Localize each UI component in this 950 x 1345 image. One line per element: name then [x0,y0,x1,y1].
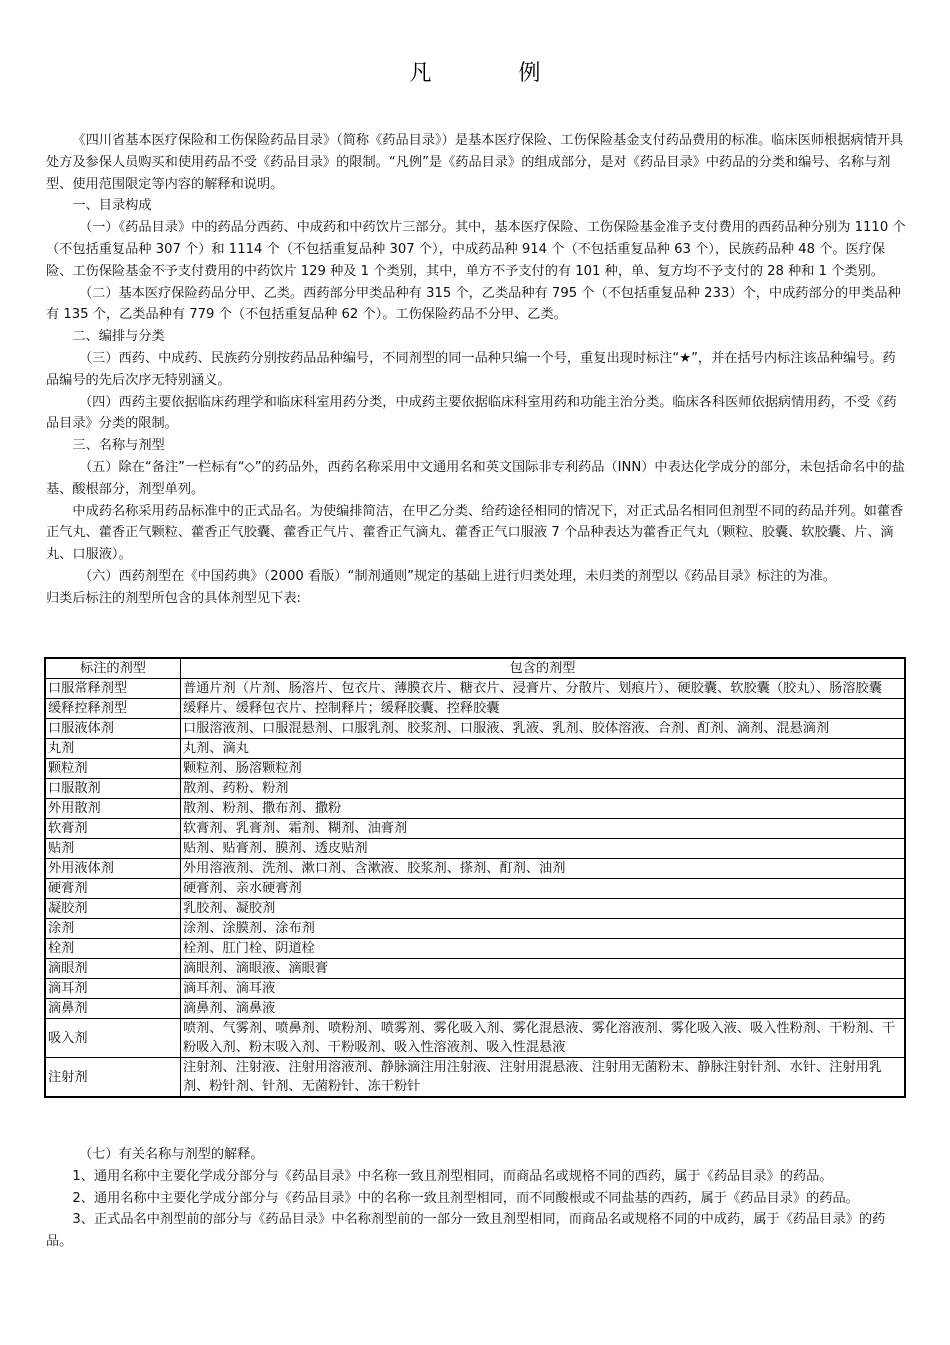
paragraph-3: （三）西药、中成药、民族药分别按药品品种编号，不同剂型的同一品种只编一个号，重复出现时标注“★”，并在括号内标注该品种编号。药品编号的先后次序无特别涵义。 [46,350,896,388]
table-row [45,719,905,739]
included-forms-cell: 缓释片、缓释包衣片、控制释片；缓释胶囊、控释胶囊 [181,699,906,719]
labeled-form-cell: 滴鼻剂 [45,999,181,1019]
labeled-form-cell: 软膏剂 [45,819,181,839]
table-row [45,839,905,859]
labeled-form-cell: 吸入剂 [45,1019,181,1058]
included-forms-cell: 外用溶液剂、洗剂、漱口剂、含漱液、胶浆剂、搽剂、酊剂、油剂 [181,859,906,879]
section-heading-1: 一、目录构成 [72,198,152,214]
explanation-3: 3、正式品名中剂型前的部分与《药品目录》中名称剂型前的一部分一致且剂型相同，而商品名或规格不同的中成药，属于《药品目录》的药品。 [46,1212,886,1250]
paragraph-6: 中成药名称采用药品标准中的正式品名。为使编排简洁，在甲乙分类、给药途径相同的情况下，对正式品名相同但剂型不同的药品并列。如藿香正气丸、藿香正气颗粒、藿香正气胶囊、藿香正气片、藿香正气滴丸、藿香正气口服液 7 个品种表达为藿香正气丸（颗粒、胶囊、软胶囊、片、滴丸、口服液）。 [46,503,904,563]
labeled-form-cell: 口服散剂 [45,779,181,799]
table-row [45,1019,905,1058]
paragraph-7: （六）西药剂型在《中国药典》（2000 看版）“制剂通则”规定的基础上进行归类处理，未归类的剂型以《药品目录》标注的为准。 [79,568,836,584]
dosage-form-table [44,657,906,1098]
table-row [45,1058,905,1098]
table-row [45,919,905,939]
table-row [45,759,905,779]
table-row [45,859,905,879]
table-row [45,899,905,919]
labeled-form-cell: 滴耳剂 [45,979,181,999]
included-forms-cell: 软膏剂、乳膏剂、霜剂、糊剂、油膏剂 [181,819,906,839]
table-row [45,679,905,699]
table-row [45,999,905,1019]
labeled-form-cell: 口服常释剂型 [45,679,181,699]
explanation-1: 1、通用名称中主要化学成分部分与《药品目录》中名称一致且剂型相同，而商品名或规格不同的西药，属于《药品目录》的药品。 [72,1168,833,1184]
labeled-form-cell: 颗粒剂 [45,759,181,779]
labeled-form-cell: 缓释控释剂型 [45,699,181,719]
paragraph-1: （一）《药品目录》中的药品分西药、中成药和中药饮片三部分。其中，基本医疗保险、工伤保险基金准予支付费用的西药品种分别为 1110 个（不包括重复品种 307 个）和 1114 个（不包括重复品种 307 个），中成药品种 914 个（不包括重复品种 63 个），民族药品种 48 个。医疗保险、工伤保险基金不予支付费用的中药饮片 129 种及 1 个类别，其中，单方不予支付的有 101 种，单、复方均不予支付的 28 种和 1 个类别。 [46,220,906,279]
paragraph-4: （四）西药主要依据临床药理学和临床科室用药分类，中成药主要依据临床科室用药和功能主治分类。临床各科医师依据病情用药，不受《药品目录》分类的限制。 [46,394,897,432]
table-row [45,739,905,759]
labeled-form-cell: 硬膏剂 [45,879,181,899]
header-included-forms: 包含的剂型 [181,658,906,679]
explanation-2: 2、通用名称中主要化学成分部分与《药品目录》中的名称一致且剂型相同，而不同酸根或不同盐基的西药，属于《药品目录》的药品。 [72,1190,859,1206]
included-forms-cell: 注射剂、注射液、注射用溶液剂、静脉滴注用注射液、注射用混悬液、注射用无菌粉末、静脉注射针剂、水针、注射用乳剂、粉针剂、针剂、无菌粉针、冻干粉针 [181,1058,906,1098]
included-forms-cell: 丸剂、滴丸 [181,739,906,759]
labeled-form-cell: 凝胶剂 [45,899,181,919]
header-labeled-form: 标注的剂型 [45,658,181,679]
table-row [45,959,905,979]
table-header-row [45,658,905,679]
table-body [45,679,905,1098]
table-row [45,939,905,959]
section-heading-2: 二、编排与分类 [72,329,165,345]
intro-body [46,130,906,610]
included-forms-cell: 散剂、粉剂、撒布剂、撒粉 [181,799,906,819]
included-forms-cell: 滴鼻剂、滴鼻液 [181,999,906,1019]
included-forms-cell: 滴眼剂、滴眼液、滴眼膏 [181,959,906,979]
table-row [45,799,905,819]
labeled-form-cell: 栓剂 [45,939,181,959]
labeled-form-cell: 外用液体剂 [45,859,181,879]
included-forms-cell: 乳胶剂、凝胶剂 [181,899,906,919]
table-row [45,819,905,839]
paragraph-2: （二）基本医疗保险药品分甲、乙类。西药部分甲类品种有 315 个，乙类品种有 795 个（不包括重复品种 233）个，中成药部分的甲类品种有 135 个，乙类品种有 779 个（不包括重复品种 62 个）。工伤保险药品不分甲、乙类。 [46,285,901,323]
table-row [45,879,905,899]
included-forms-cell: 贴剂、贴膏剂、膜剂、透皮贴剂 [181,839,906,859]
included-forms-cell: 散剂、药粉、粉剂 [181,779,906,799]
paragraph-intro: 《四川省基本医疗保险和工伤保险药品目录》（简称《药品目录》）是基本医疗保险、工伤保险基金支付药品费用的标准。临床医师根据病情开具处方及参保人员购买和使用药品不受《药品目录》的限制。“凡例”是《药品目录》的组成部分，是对《药品目录》中药品的分类和编号、名称与剂型、使用范围限定等内容的解释和说明。 [46,133,904,192]
page-title: 凡 例 [409,61,581,86]
included-forms-cell: 涂剂、涂膜剂、涂布剂 [181,919,906,939]
table-row [45,979,905,999]
labeled-form-cell: 贴剂 [45,839,181,859]
tail-body [46,1144,906,1253]
section-heading-3: 三、名称与剂型 [72,438,165,454]
included-forms-cell: 滴耳剂、滴耳液 [181,979,906,999]
labeled-form-cell: 注射剂 [45,1058,181,1098]
dosage-form-table-wrap [44,657,906,1098]
included-forms-cell: 口服溶液剂、口服混悬剂、口服乳剂、胶浆剂、口服液、乳液、乳剂、胶体溶液、合剂、酊剂、滴剂、混悬滴剂 [181,719,906,739]
labeled-form-cell: 滴眼剂 [45,959,181,979]
included-forms-cell: 栓剂、肛门栓、阴道栓 [181,939,906,959]
labeled-form-cell: 外用散剂 [45,799,181,819]
labeled-form-cell: 丸剂 [45,739,181,759]
included-forms-cell: 喷剂、气雾剂、喷鼻剂、喷粉剂、喷雾剂、雾化吸入剂、雾化混悬液、雾化溶液剂、雾化吸入液、吸入性粉剂、干粉剂、干粉吸入剂、粉末吸入剂、干粉吸剂、吸入性溶液剂、吸入性混悬液 [181,1019,906,1058]
table-row [45,779,905,799]
paragraph-5: （五）除在“备注”一栏标有“◇”的药品外，西药名称采用中文通用名和英文国际非专利药品（INN）中表达化学成分的部分，未包括命名中的盐基、酸根部分，剂型单列。 [46,459,905,497]
table-caption: 归类后标注的剂型所包含的具体剂型见下表: [46,590,302,606]
included-forms-cell: 普通片剂（片剂、肠溶片、包衣片、薄膜衣片、糖衣片、浸膏片、分散片、划痕片）、硬胶囊、软胶囊（胶丸）、肠溶胶囊 [181,679,906,699]
table-row [45,699,905,719]
included-forms-cell: 硬膏剂、亲水硬膏剂 [181,879,906,899]
paragraph-8: （七）有关名称与剂型的解释。 [79,1147,264,1162]
labeled-form-cell: 涂剂 [45,919,181,939]
labeled-form-cell: 口服液体剂 [45,719,181,739]
included-forms-cell: 颗粒剂、肠溶颗粒剂 [181,759,906,779]
